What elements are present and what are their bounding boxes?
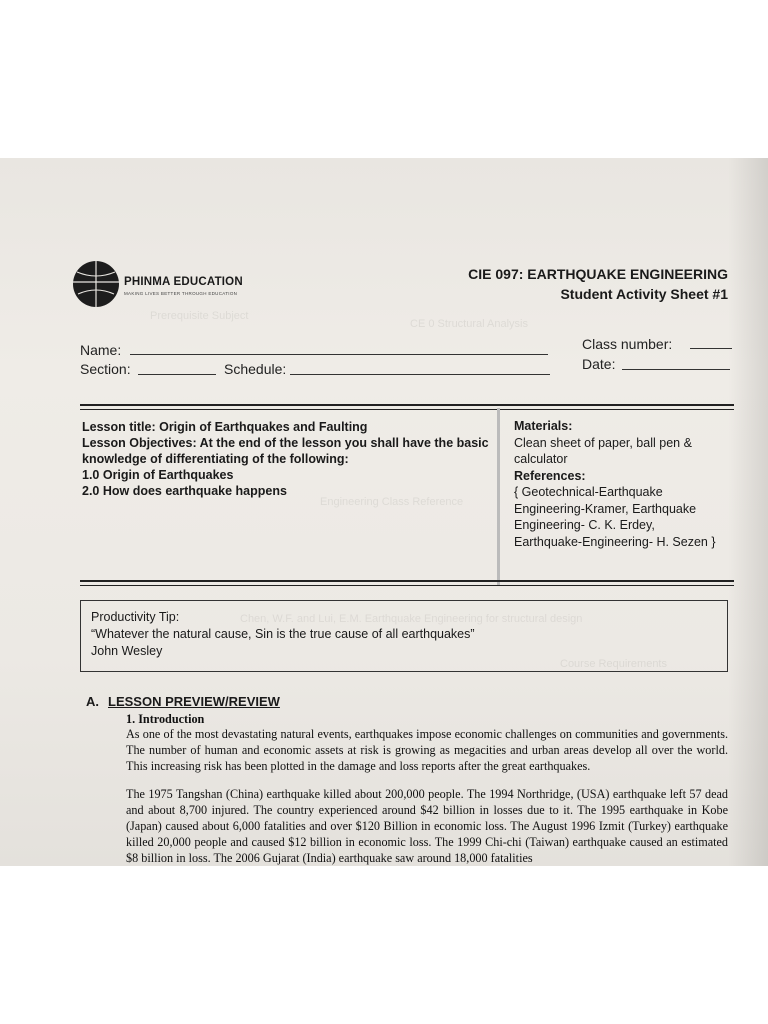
- section-field[interactable]: [138, 374, 216, 375]
- tip-heading: Productivity Tip:: [91, 610, 180, 624]
- phinma-logo-icon: [72, 260, 120, 308]
- lesson-block: [82, 419, 492, 499]
- lesson-title: Lesson title: Origin of Earthquakes and Faulting: [82, 420, 368, 434]
- intro-paragraph: The 1975 Tangshan (China) earthquake killed about 200,000 people. The 1994 Northridge, (USA) earthquake left 57 dead and about 8,700 injured. The country experienced around $42 billion in losses due to it. The 1995 earthquake in Kobe (Japan) caused about 6,000 fatalities and over $120 Billion in economic loss. The August 1996 Izmit (Turkey) earthquake killed 20,000 people and caused $12 billion in economic loss. The 1999 Chi-chi (Taiwan) earthquake caused an estimated $8 billion in loss. The 2006 Gujarat (India) earthquake saw around 18,000 fatalities: [126, 787, 728, 865]
- materials-text: Clean sheet of paper, ball pen & calculator: [514, 435, 692, 466]
- intro-subheading: 1. Introduction: [126, 712, 205, 726]
- date-field[interactable]: [622, 369, 730, 370]
- bleed-through-text: CE 0 Structural Analysis: [410, 318, 528, 330]
- productivity-tip-box: [80, 600, 728, 672]
- references-heading: References:: [514, 468, 586, 483]
- materials-heading: Materials:: [514, 419, 573, 433]
- bleed-through-text: Course Requirements: [560, 658, 667, 670]
- section-label: Section:: [80, 361, 131, 377]
- class-number-label: Class number:: [582, 336, 673, 352]
- divider: [80, 580, 734, 582]
- divider: [80, 404, 734, 406]
- course-heading: [468, 264, 728, 304]
- section-title: LESSON PREVIEW/REVIEW: [108, 694, 280, 709]
- tip-quote: “Whatever the natural cause, Sin is the true cause of all earthquakes”: [91, 627, 475, 641]
- section-letter: A.: [86, 694, 99, 709]
- divider: [80, 585, 734, 586]
- lesson-objective-item: 2.0 How does earthquake happens: [82, 484, 287, 498]
- section-heading: [86, 694, 280, 709]
- lesson-objectives: Lesson Objectives: At the end of the lesson you shall have the basic knowledge of differentiating of the following:: [82, 436, 489, 466]
- org-name: PHINMA EDUCATION: [124, 276, 243, 288]
- date-label: Date:: [582, 356, 616, 372]
- name-label: Name:: [80, 342, 122, 358]
- bleed-through-text: Chen, W.F. and Lui, E.M. Earthquake Engineering for structural design: [240, 613, 583, 625]
- schedule-label: Schedule:: [224, 361, 287, 377]
- course-title: CIE 097: EARTHQUAKE ENGINEERING: [468, 266, 728, 282]
- org-tagline: MAKING LIVES BETTER THROUGH EDUCATION: [124, 291, 238, 296]
- tip-author: John Wesley: [91, 644, 163, 658]
- lesson-objective-item: 1.0 Origin of Earthquakes: [82, 468, 234, 482]
- class-number-field[interactable]: [690, 348, 732, 349]
- references-text: { Geotechnical-Earthquake Engineering-Kramer, Earthquake Engineering- C. K. Erdey, Earthquake-Engineering- H. Sezen }: [514, 485, 716, 549]
- intro-paragraph: As one of the most devastating natural events, earthquakes impose economic challenges on communities and governments. The number of human and economic assets at risk is growing as megacities and urban areas develop all over the world. This increasing risk has been plotted in the damage and loss reports after the great earthquakes.: [126, 727, 728, 773]
- bleed-through-text: Prerequisite Subject: [150, 310, 249, 322]
- bleed-through-text: Engineering Class Reference: [320, 496, 464, 508]
- materials-block: [514, 418, 724, 550]
- sheet-title: Student Activity Sheet #1: [560, 286, 728, 302]
- name-field[interactable]: [130, 354, 548, 355]
- column-divider: [497, 408, 500, 586]
- divider: [80, 409, 734, 410]
- document-sheet: [0, 158, 768, 866]
- schedule-field[interactable]: [290, 374, 550, 375]
